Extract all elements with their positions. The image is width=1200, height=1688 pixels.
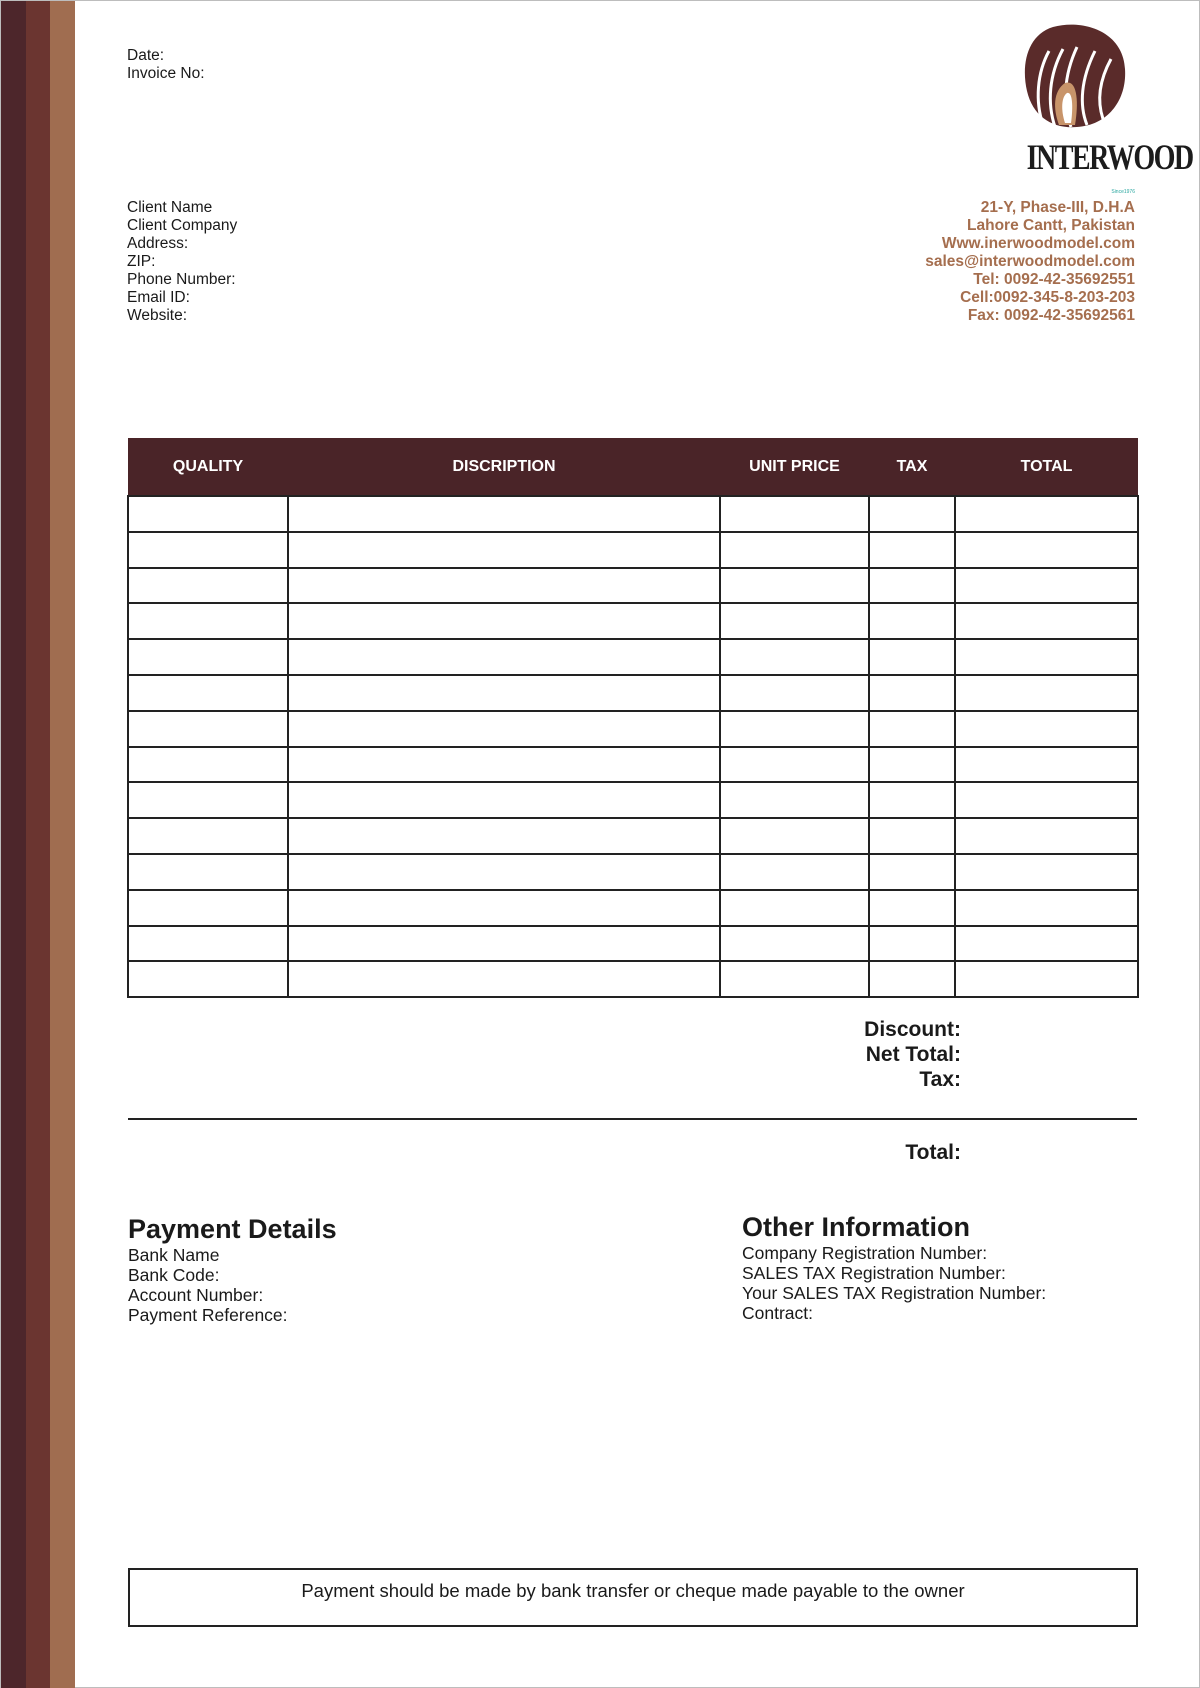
cell-description[interactable]	[288, 711, 720, 747]
cell-tax[interactable]	[869, 639, 955, 675]
cell-unit-price[interactable]	[720, 926, 869, 962]
cell-description[interactable]	[288, 568, 720, 604]
cell-tax[interactable]	[869, 961, 955, 997]
cell-total[interactable]	[955, 818, 1138, 854]
cell-total[interactable]	[955, 747, 1138, 783]
table-row	[128, 782, 1138, 818]
decorative-side-stripes	[1, 1, 75, 1688]
table-header-row	[128, 438, 1138, 496]
table-row	[128, 568, 1138, 604]
table-row	[128, 926, 1138, 962]
cell-tax[interactable]	[869, 926, 955, 962]
payment-details-title: Payment Details	[128, 1214, 337, 1244]
cell-description[interactable]	[288, 532, 720, 568]
cell-tax[interactable]	[869, 568, 955, 604]
cell-quality[interactable]	[128, 747, 288, 783]
line-items-table	[127, 438, 1139, 998]
company-website: Www.inerwoodmodel.com	[941, 235, 1135, 252]
table-row	[128, 818, 1138, 854]
header-tax: TAX	[869, 438, 955, 496]
cell-tax[interactable]	[869, 747, 955, 783]
client-email-label: Email ID:	[127, 289, 190, 306]
your-sales-tax-registration-label: Your SALES TAX Registration Number:	[742, 1283, 1047, 1303]
cell-quality[interactable]	[128, 961, 288, 997]
contract-label: Contract:	[742, 1303, 813, 1323]
cell-total[interactable]	[955, 603, 1138, 639]
cell-total[interactable]	[955, 639, 1138, 675]
header-total: TOTAL	[955, 438, 1138, 496]
cell-description[interactable]	[288, 603, 720, 639]
cell-unit-price[interactable]	[720, 675, 869, 711]
cell-total[interactable]	[955, 961, 1138, 997]
cell-total[interactable]	[955, 854, 1138, 890]
cell-total[interactable]	[955, 532, 1138, 568]
cell-description[interactable]	[288, 961, 720, 997]
table-row	[128, 961, 1138, 997]
cell-description[interactable]	[288, 782, 720, 818]
table-body	[128, 496, 1138, 997]
cell-quality[interactable]	[128, 890, 288, 926]
cell-total[interactable]	[955, 711, 1138, 747]
client-zip-label: ZIP:	[127, 253, 156, 270]
date-label: Date:	[127, 47, 165, 64]
header-quality: QUALITY	[128, 438, 288, 496]
cell-unit-price[interactable]	[720, 890, 869, 926]
cell-description[interactable]	[288, 496, 720, 532]
company-fax: Fax: 0092-42-35692561	[967, 307, 1135, 324]
cell-tax[interactable]	[869, 532, 955, 568]
cell-description[interactable]	[288, 747, 720, 783]
cell-description[interactable]	[288, 926, 720, 962]
invoice-meta	[127, 47, 205, 83]
cell-description[interactable]	[288, 890, 720, 926]
cell-quality[interactable]	[128, 854, 288, 890]
cell-tax[interactable]	[869, 675, 955, 711]
company-contact	[925, 199, 1135, 325]
client-name-label: Client Name	[127, 199, 213, 216]
company-address-line2: Lahore Cantt, Pakistan	[967, 217, 1135, 234]
header-description: DISCRIPTION	[288, 438, 720, 496]
table-row	[128, 603, 1138, 639]
cell-unit-price[interactable]	[720, 961, 869, 997]
cell-unit-price[interactable]	[720, 532, 869, 568]
company-email: sales@interwoodmodel.com	[925, 253, 1135, 270]
cell-unit-price[interactable]	[720, 603, 869, 639]
cell-total[interactable]	[955, 496, 1138, 532]
cell-quality[interactable]	[128, 496, 288, 532]
client-website-label: Website:	[127, 307, 188, 324]
cell-unit-price[interactable]	[720, 711, 869, 747]
table-row	[128, 854, 1138, 890]
cell-tax[interactable]	[869, 890, 955, 926]
summary-block	[864, 1017, 961, 1092]
stripe-dark	[1, 1, 26, 1688]
cell-unit-price[interactable]	[720, 854, 869, 890]
cell-unit-price[interactable]	[720, 818, 869, 854]
cell-quality[interactable]	[128, 818, 288, 854]
cell-quality[interactable]	[128, 711, 288, 747]
table-row	[128, 532, 1138, 568]
stripe-light	[50, 1, 75, 1688]
account-number-label: Account Number:	[128, 1285, 264, 1305]
summary-divider	[128, 1118, 1137, 1120]
bank-name-label: Bank Name	[128, 1245, 220, 1265]
cell-tax[interactable]	[869, 603, 955, 639]
cell-tax[interactable]	[869, 854, 955, 890]
other-information	[742, 1212, 1047, 1323]
table-row	[128, 639, 1138, 675]
cell-tax[interactable]	[869, 711, 955, 747]
company-address-line1: 21-Y, Phase-III, D.H.A	[980, 199, 1135, 216]
cell-total[interactable]	[955, 782, 1138, 818]
table-row	[128, 496, 1138, 532]
table-row	[128, 675, 1138, 711]
cell-unit-price[interactable]	[720, 568, 869, 604]
total-label: Total:	[905, 1141, 961, 1164]
cell-total[interactable]	[955, 890, 1138, 926]
stripe-mid	[26, 1, 50, 1688]
cell-description[interactable]	[288, 675, 720, 711]
table-row	[128, 711, 1138, 747]
cell-description[interactable]	[288, 639, 720, 675]
company-tel: Tel: 0092-42-35692551	[973, 271, 1135, 288]
discount-label: Discount:	[864, 1018, 961, 1041]
cell-description[interactable]	[288, 854, 720, 890]
cell-total[interactable]	[955, 926, 1138, 962]
bank-code-label: Bank Code:	[128, 1265, 220, 1285]
cell-unit-price[interactable]	[720, 747, 869, 783]
cell-total[interactable]	[955, 568, 1138, 604]
wood-grain-logo-icon	[1013, 21, 1137, 141]
header-unit-price: UNIT PRICE	[720, 438, 869, 496]
payment-details	[128, 1214, 337, 1325]
cell-quality[interactable]	[128, 603, 288, 639]
cell-unit-price[interactable]	[720, 639, 869, 675]
company-registration-label: Company Registration Number:	[742, 1243, 988, 1263]
cell-quality[interactable]	[128, 782, 288, 818]
client-phone-label: Phone Number:	[127, 271, 236, 288]
cell-quality[interactable]	[128, 639, 288, 675]
cell-total[interactable]	[955, 675, 1138, 711]
payment-reference-label: Payment Reference:	[128, 1305, 288, 1325]
client-details	[127, 199, 237, 325]
cell-tax[interactable]	[869, 818, 955, 854]
logo-tagline: Since1976	[1111, 189, 1135, 195]
net-total-label: Net Total:	[865, 1043, 961, 1066]
cell-tax[interactable]	[869, 496, 955, 532]
client-company-label: Client Company	[127, 217, 238, 234]
client-address-label: Address:	[127, 235, 189, 252]
sales-tax-registration-label: SALES TAX Registration Number:	[742, 1263, 1006, 1283]
table-row	[128, 890, 1138, 926]
company-logo	[1013, 21, 1193, 195]
logo-wordmark: INTERWOOD	[1026, 137, 1193, 177]
cell-quality[interactable]	[128, 532, 288, 568]
table-row	[128, 747, 1138, 783]
cell-quality[interactable]	[128, 568, 288, 604]
cell-quality[interactable]	[128, 675, 288, 711]
company-cell: Cell:0092-345-8-203-203	[960, 289, 1135, 306]
payment-notice: Payment should be made by bank transfer or cheque made payable to the owner	[128, 1568, 1138, 1627]
invoice-number-label: Invoice No:	[127, 65, 205, 82]
tax-label: Tax:	[919, 1068, 961, 1091]
cell-unit-price[interactable]	[720, 782, 869, 818]
other-information-title: Other Information	[742, 1212, 970, 1242]
cell-tax[interactable]	[869, 782, 955, 818]
cell-description[interactable]	[288, 818, 720, 854]
cell-unit-price[interactable]	[720, 496, 869, 532]
cell-quality[interactable]	[128, 926, 288, 962]
